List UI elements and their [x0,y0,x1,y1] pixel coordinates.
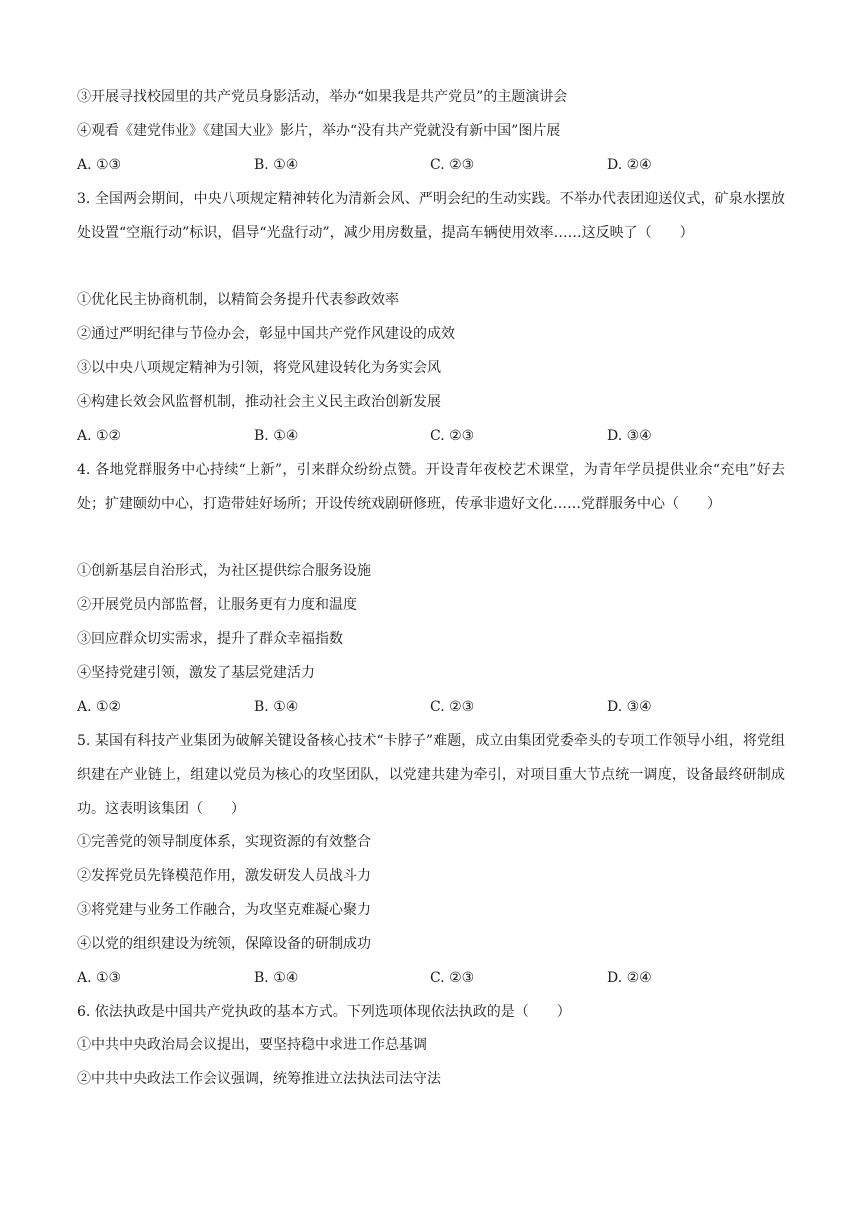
choice-c: C. ②③ [430,970,475,986]
choice-d: D. ③④ [607,428,652,444]
choice-b: B. ①④ [254,699,299,715]
option-item-2: ②发挥党员先锋模范作用，激发研发人员战斗力 [77,868,371,884]
answer-choices [77,426,785,446]
choice-a: A. ①② [77,428,122,444]
option-item-4: ④坚持党建引领，激发了基层党建活力 [77,665,315,681]
option-item-1: ①中共中央政治局会议提出，要坚持稳中求进工作总基调 [77,1037,427,1053]
choice-a: A. ①③ [77,970,122,986]
option-item-1: ①创新基层自治形式，为社区提供综合服务设施 [77,563,371,579]
option-item-4: ④观看《建党伟业》《建国大业》影片，举办“没有共产党就没有新中国”图片展 [77,123,561,139]
option-item-2: ②开展党员内部监督，让服务更有力度和温度 [77,597,357,613]
answer-choices [77,697,785,717]
question-stem: 5. 某国有科技产业集团为破解关键设备核心技术“卡脖子”难题，成立由集团党委牵头的专项工作领导小组，将党组织建在产业链上，组建以党员为核心的攻坚团队，以党建共建为牵引，对项目重大节点统一调度，设备最终研制成功。这表明该集团（ ） [77,733,785,817]
choice-d: D. ③④ [607,699,652,715]
choice-c: C. ②③ [430,157,475,173]
question-stem: 4. 各地党群服务中心持续“上新”，引来群众纷纷点赞。开设青年夜校艺术课堂，为青年学员提供业余“充电”好去处；扩建颐幼中心，打造带娃好场所；开设传统戏剧研修班，传承非遗好文化……党群服务中心（ ） [77,462,785,512]
option-item-2: ②通过严明纪律与节俭办会，彰显中国共产党作风建设的成效 [77,326,455,342]
choice-c: C. ②③ [430,699,475,715]
choice-a: A. ①③ [77,157,122,173]
answer-choices [77,155,785,175]
option-item-3: ③回应群众切实需求，提升了群众幸福指数 [77,631,343,647]
choice-b: B. ①④ [254,428,299,444]
question-stem: 6. 依法执政是中国共产党执政的基本方式。下列选项体现依法执政的是（ ） [77,1004,571,1020]
option-item-2: ②中共中央政法工作会议强调，统筹推进立法执法司法守法 [77,1071,441,1087]
question-stem: 3. 全国两会期间，中央八项规定精神转化为清新会风、严明会纪的生动实践。不举办代表团迎送仪式，矿泉水摆放处设置“空瓶行动”标识，倡导“光盘行动”，减少用房数量，提高车辆使用效率……这反映了（ ） [77,191,785,241]
choice-c: C. ②③ [430,428,475,444]
option-item-4: ④构建长效会风监督机制，推动社会主义民主政治创新发展 [77,394,441,410]
option-item-3: ③开展寻找校园里的共产党员身影活动，举办“如果我是共产党员”的主题演讲会 [77,89,568,105]
choice-a: A. ①② [77,699,122,715]
choice-d: D. ②④ [607,970,652,986]
option-item-3: ③以中央八项规定精神为引领，将党风建设转化为务实会风 [77,360,441,376]
option-item-1: ①完善党的领导制度体系，实现资源的有效整合 [77,834,371,850]
choice-d: D. ②④ [607,157,652,173]
option-item-1: ①优化民主协商机制，以精简会务提升代表参政效率 [77,292,399,308]
option-item-3: ③将党建与业务工作融合，为攻坚克难凝心聚力 [77,902,371,918]
choice-b: B. ①④ [254,970,299,986]
choice-b: B. ①④ [254,157,299,173]
option-item-4: ④以党的组织建设为统领，保障设备的研制成功 [77,936,371,952]
answer-choices [77,968,785,988]
